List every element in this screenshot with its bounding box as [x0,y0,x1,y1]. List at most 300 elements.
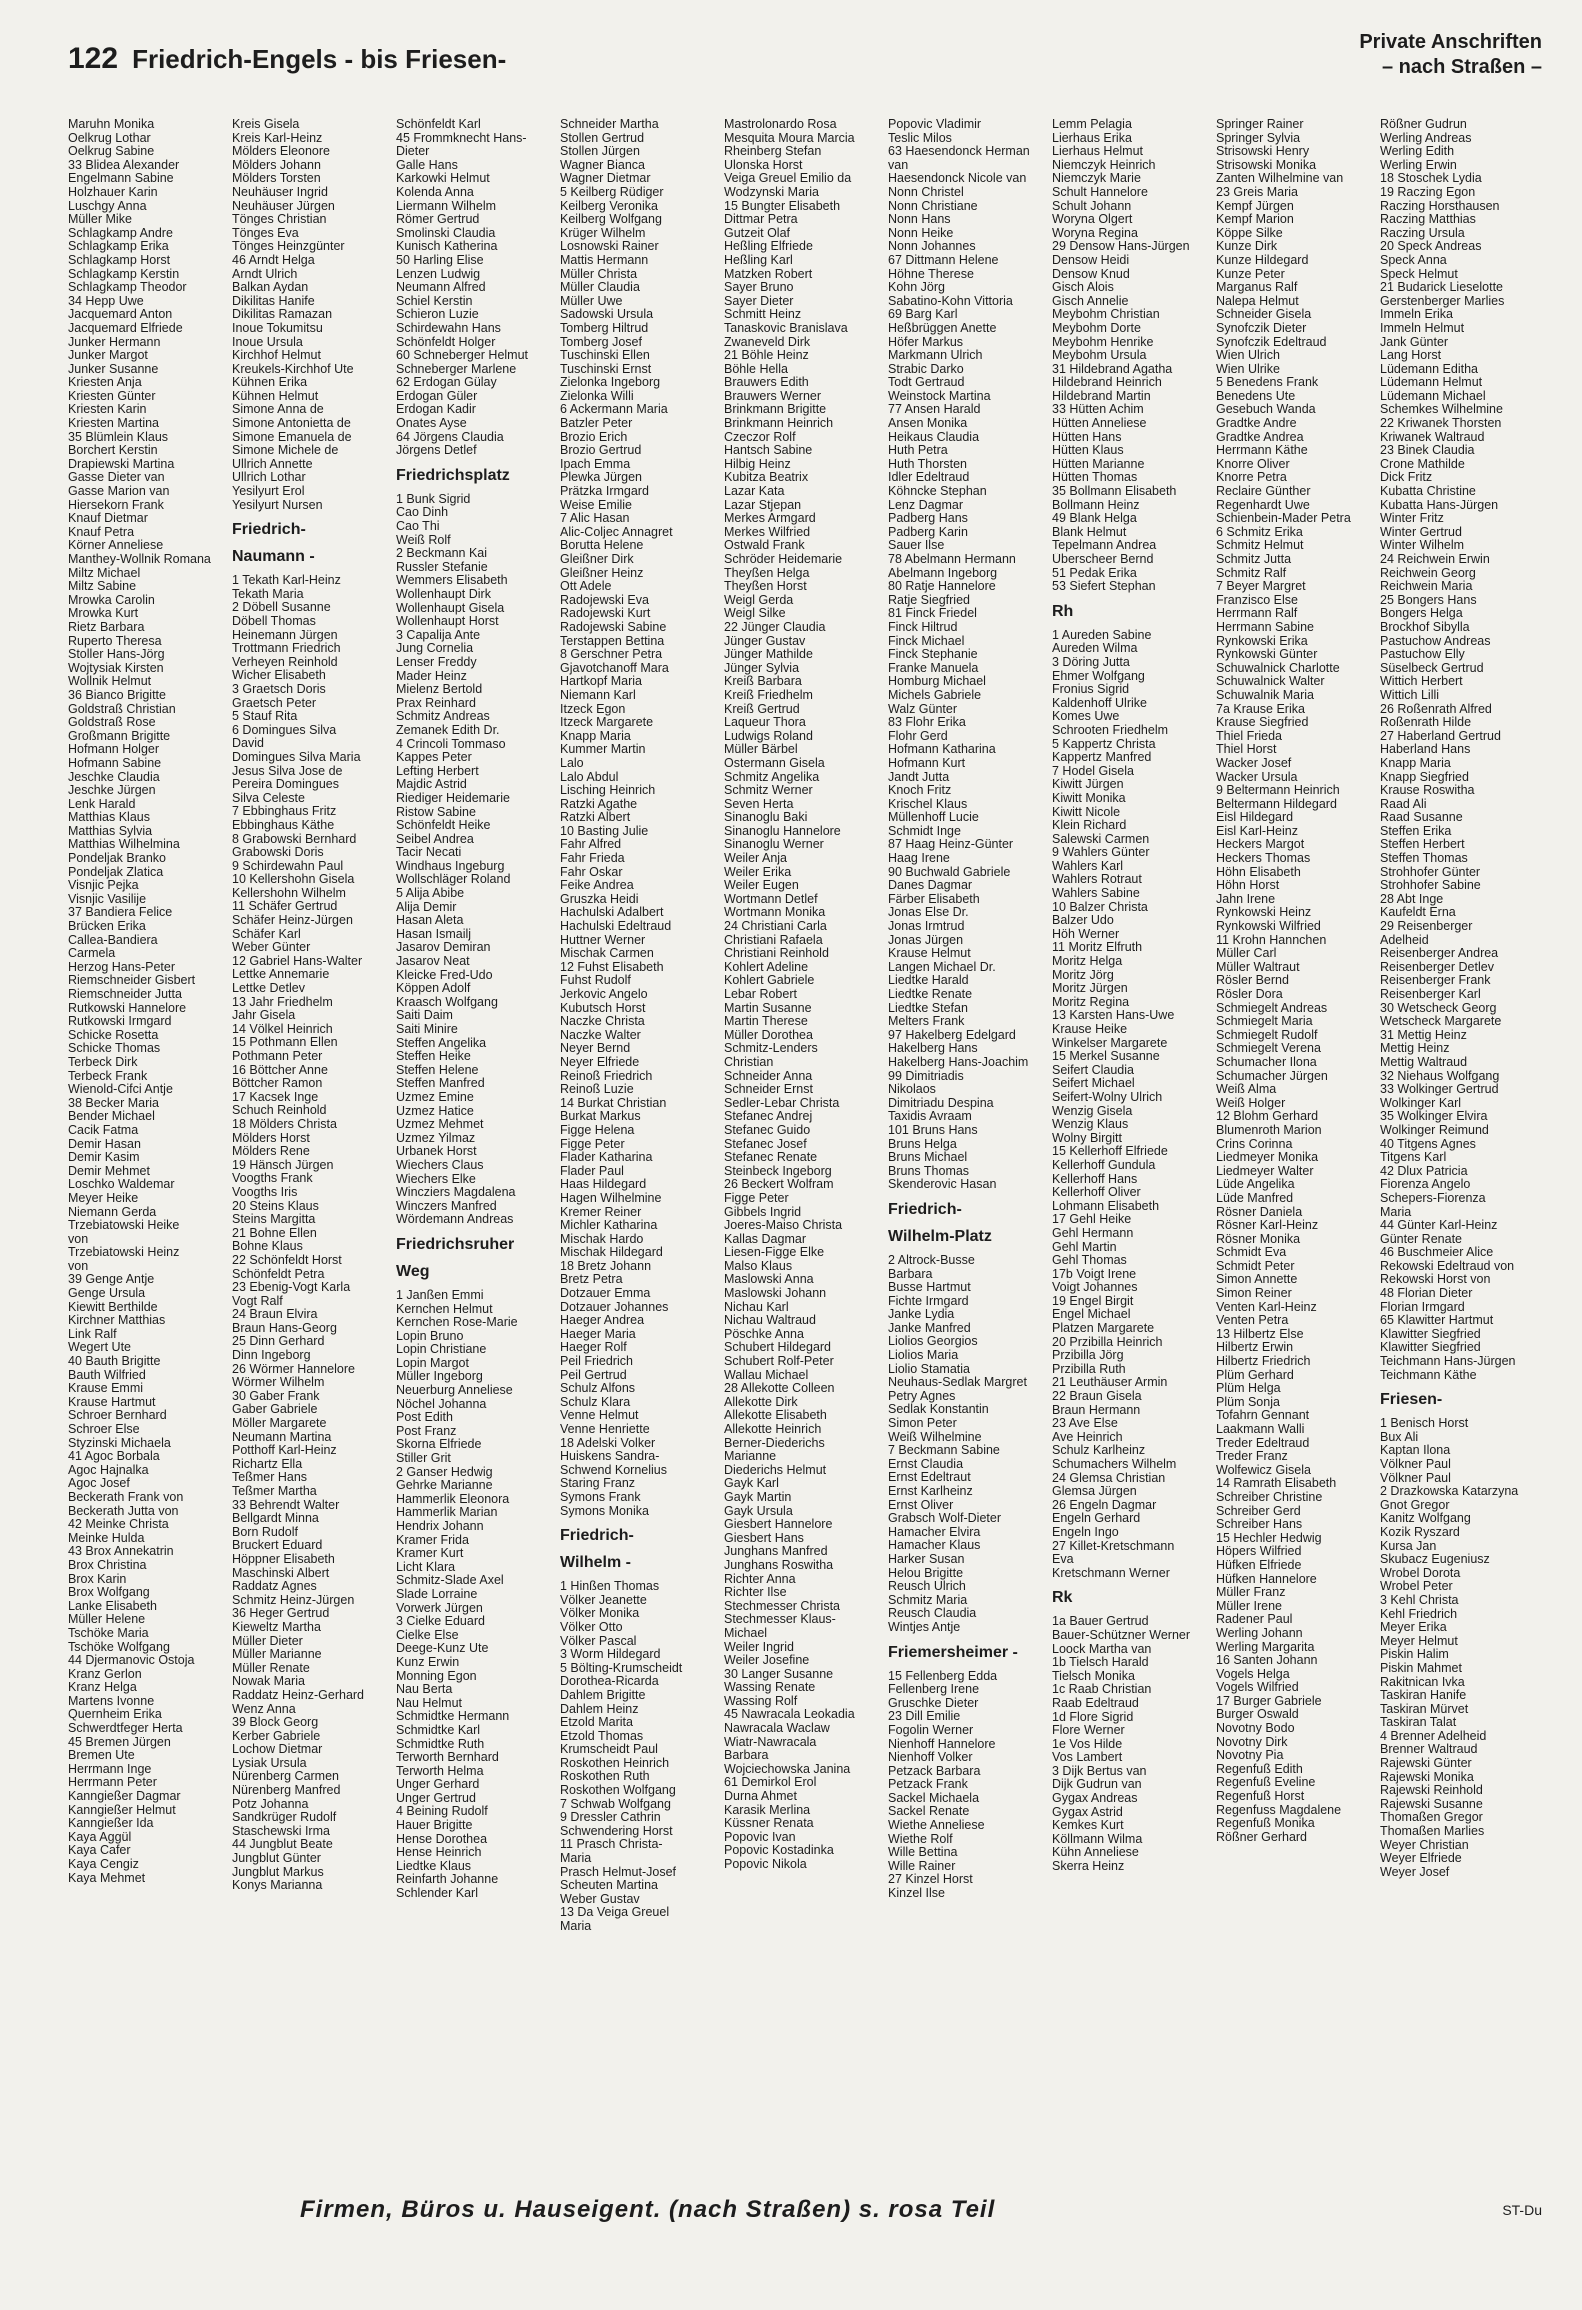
directory-entry: 5 Alija Abibe [396,887,465,901]
directory-entry: Gleißner Heinz [560,566,644,580]
directory-entry: Schreiber Christine [1216,1490,1323,1504]
directory-entry: Kolenda Anna [396,185,474,199]
directory-entry: 34 Hepp Uwe [68,294,144,308]
directory-entry: Glemsa Jürgen [1052,1485,1137,1499]
directory-entry: Junker Margot [68,349,148,363]
directory-entry: Huth Thorsten [888,457,967,471]
directory-entry: 87 Haag Heinz-Günter [888,838,1014,852]
directory-entry: Schneberger Marlene [396,362,517,376]
directory-entry: Rajewski Günter [1380,1757,1472,1771]
directory-entry: Miltz Michael [68,566,141,580]
directory-entry: Neuhaus-Sedlak Margret [888,1376,1027,1390]
directory-entry: Mischak Carmen [560,947,654,961]
directory-entry: Hütten Anneliese [1052,417,1147,431]
directory-entry: Schulz Karlheinz [1052,1444,1146,1458]
directory-entry: 13 Da Veiga Greuel [560,1906,670,1920]
directory-entry: Regenfuß Monika [1216,1817,1315,1831]
directory-entry: Mölders Torsten [232,172,321,186]
directory-entry: Styzinski Michaela [68,1436,171,1450]
directory-entry: Itzeck Margarete [560,716,654,730]
directory-entry: Fahr Oskar [560,865,623,879]
directory-entry: 9 Schirdewahn Paul [232,859,344,873]
directory-entry: Wagner Bianca [560,158,645,172]
directory-entry: Rösner Karl-Heinz [1216,1219,1319,1233]
directory-entry: Schröder Heidemarie [724,553,843,566]
directory-entry: Höhn Horst [1216,879,1280,893]
directory-entry: Petzack Barbara [888,1764,981,1778]
directory-entry: Wolkinger Karl [1380,1096,1462,1110]
directory-entry: 97 Hakelberg Edelgard [888,1028,1016,1042]
directory-entry: Brozio Gertrud [560,444,642,458]
directory-entry: 29 Reisenberger [1380,920,1473,934]
directory-entry: Lenzen Ludwig [396,267,481,281]
directory-entry: Burger Oswald [1216,1708,1299,1722]
directory-entry: Novotny Bodo [1216,1722,1295,1736]
directory-entry: Slade Lorraine [396,1587,478,1601]
directory-entry: von [68,1232,89,1246]
directory-entry: Bruns Thomas [888,1164,970,1178]
directory-entry: 39 Block Georg [232,1716,319,1730]
directory-entry: Radener Paul [1216,1613,1293,1627]
directory-entry: Novotny Pia [1216,1749,1284,1763]
directory-entry: Wienold-Cifci Antje [68,1083,173,1097]
directory-entry: Alic-Coljec Annagret [560,525,673,539]
directory-entry: 48 Florian Dieter [1380,1287,1473,1301]
directory-entry: Marianne [724,1450,777,1464]
directory-entry: Giesbert Hannelore [724,1518,833,1532]
directory-entry: Kreis Karl-Heinz [232,131,323,145]
directory-entry: Schulz Alfons [560,1382,636,1396]
directory-entry: Schuch Reinhold [232,1104,327,1118]
directory-entry: Majdic Astrid [396,778,467,792]
directory-entry: van [888,158,909,172]
directory-entry: Schneider Martha [560,118,659,131]
directory-entry: Wiechers Claus [396,1158,484,1172]
directory-entry: 14 Burkat Christian [560,1096,667,1110]
directory-entry: Kanitz Wolfgang [1380,1512,1471,1526]
directory-entry: Weiler Ingrid [724,1640,794,1654]
directory-entry: Hildebrand Martin [1052,389,1151,403]
directory-entry: 17 Gehl Heike [1052,1213,1132,1227]
directory-entry: Schönfeldt Karl [396,118,481,131]
directory-entry: Quernheim Erika [68,1708,162,1722]
directory-entry: Burkat Markus [560,1110,641,1124]
directory-entry: Ernst Edeltraut [888,1471,971,1485]
directory-entry: 2 Beckmann Kai [396,547,488,561]
directory-entry: Theyßen Horst [724,580,807,594]
directory-entry: Kozik Ryszard [1380,1525,1460,1539]
directory-entry: 1a Bauer Gertrud [1052,1615,1149,1629]
directory-entry: Salewski Carmen [1052,832,1150,846]
directory-column [68,118,232,2173]
directory-entry: Jasarov Neat [396,955,470,969]
directory-entry: Ostermann Gisela [724,756,825,770]
directory-entry: Hofmann Kurt [888,756,966,770]
directory-entry: Sinanoglu Baki [724,811,808,825]
directory-entry: Maria [1380,1205,1412,1219]
directory-entry: Nikolaos [888,1083,936,1097]
directory-entry: 33 Blidea Alexander [68,158,180,172]
directory-entry: Kiwitt Nicole [1052,805,1121,819]
street-heading: Weg [396,1262,430,1280]
directory-entry: Mettig Waltraud [1380,1055,1468,1069]
directory-entry: Hilbig Heinz [724,457,791,471]
street-heading: Friedrich- [560,1527,634,1545]
directory-entry: Kallas Dagmar [724,1232,806,1246]
directory-entry: Florian Irmgard [1380,1300,1465,1314]
directory-entry: Brauwers Edith [724,376,809,390]
directory-entry: Großmann Brigitte [68,729,171,743]
directory-entry: Möller Margarete [232,1417,327,1431]
directory-entry: 14 Völkel Heinrich [232,1022,333,1036]
directory-entry: Schirdewahn Hans [396,321,501,335]
directory-entry: Böhle Hella [724,362,788,376]
directory-entry: Stefanec Josef [724,1137,807,1151]
directory-entry: Thomaßen Marlies [1380,1825,1485,1839]
directory-entry: Simone Anna de [232,403,324,417]
directory-entry: Schmiegelt Andreas [1216,1001,1328,1015]
directory-entry: Roßenrath Hilde [1380,716,1472,730]
directory-entry: Martin Therese [724,1015,808,1029]
directory-entry: 15 Fellenberg Edda [888,1669,998,1683]
directory-entry: Knoch Fritz [888,784,952,798]
directory-entry: Reisenberger Frank [1380,974,1491,988]
directory-entry: Merkes Armgard [724,512,816,526]
directory-entry: Mielenz Bertold [396,683,483,697]
directory-entry: Seifert Claudia [1052,1063,1134,1077]
directory-entry: Pondeljak Zlatica [68,865,164,879]
directory-entry: Knapp Maria [1380,756,1451,770]
directory-entry: Schumacher Jürgen [1216,1069,1328,1083]
directory-entry: Böttcher Ramon [232,1077,323,1091]
directory-entry: Abelmann Ingeborg [888,566,998,580]
directory-entry: 11 Krohn Hannchen [1216,933,1327,947]
directory-entry: Lopin Christiane [396,1343,487,1357]
directory-entry: Treder Franz [1216,1450,1288,1464]
directory-entry: Küssner Renata [724,1817,814,1831]
directory-entry: Kunze Dirk [1216,240,1278,254]
directory-entry: 17b Voigt Irene [1052,1267,1137,1281]
directory-entry: Raczing Horsthausen [1380,199,1500,213]
directory-entry: 14 Ramrath Elisabeth [1216,1477,1337,1491]
directory-entry: Stefanec Renate [724,1151,818,1165]
directory-entry: Dahlem Heinz [560,1702,639,1716]
directory-entry: Vogt Ralf [232,1294,283,1308]
directory-entry: 13 Jahr Friedhelm [232,995,333,1009]
directory-entry: 5 Keilberg Rüdiger [560,185,664,199]
directory-entry: Müller Irene [1216,1599,1282,1613]
directory-entry: Trzebiatowski Heinz [68,1246,180,1260]
directory-entry: Kohn Jörg [888,281,945,295]
directory-entry: Völker Otto [560,1620,623,1634]
directory-entry: 35 Bollmann Elisabeth [1052,485,1177,499]
directory-entry: Potz Johanna [232,1797,309,1811]
directory-entry: Kaufeldt Erna [1380,906,1456,920]
directory-entry: Ristow Sabine [396,805,476,819]
directory-entry: Radojewski Kurt [560,607,651,621]
directory-entry: Danes Dagmar [888,879,973,893]
directory-entry: Jörgens Detlef [396,444,477,458]
directory-entry: Raddatz Heinz-Gerhard [232,1688,365,1702]
directory-entry: Post Franz [396,1424,457,1438]
directory-entry: Ansen Monika [888,417,968,431]
directory-entry: 90 Buchwald Gabriele [888,865,1011,879]
directory-entry: Riemschneider Gisbert [68,974,196,988]
directory-entry: Prax Reinhard [396,696,476,710]
directory-entry: Goldstraß Rose [68,716,156,730]
directory-entry: Winter Fritz [1380,512,1444,526]
directory-entry: Steffen Angelika [396,1036,487,1050]
directory-entry: Diederichs Helmut [724,1463,827,1477]
directory-entry: 31 Hildebrand Agatha [1052,362,1173,376]
directory-entry: Cielke Else [396,1628,459,1642]
directory-entry: Maschinski Albert [232,1566,330,1580]
directory-entry: Grabsch Wolf-Dieter [888,1512,1001,1526]
directory-entry: Dikilitas Hanife [232,294,315,308]
directory-entry: Sabatino-Kohn Vittoria [888,294,1013,308]
directory-entry: 40 Bauth Brigitte [68,1355,161,1369]
directory-entry: 1b Tielsch Harald [1052,1656,1149,1670]
directory-entry: Heßling Elfriede [724,240,813,254]
directory-entry: 20 Speck Andreas [1380,240,1482,254]
street-heading: Friedrich- [888,1200,962,1218]
directory-entry: Gisch Annelie [1052,294,1129,308]
directory-entry: Terstappen Bettina [560,634,665,648]
directory-entry: Visnjic Vasilije [68,892,147,906]
directory-entry: Stollen Gertrud [560,131,645,145]
directory-entry: Liedmeyer Walter [1216,1164,1314,1178]
directory-entry: Platzen Margarete [1052,1322,1155,1336]
directory-entry: Hofmann Holger [68,743,160,757]
directory-entry: Jünger Sylvia [724,661,800,675]
directory-entry: Huth Petra [888,444,948,458]
directory-entry: Höfer Markus [888,335,964,349]
directory-entry: 17 Kacsek Inge [232,1090,319,1104]
directory-entry: Kühnen Helmut [232,389,319,403]
directory-entry: Herrmann Käthe [1216,444,1308,458]
directory-entry: Densow Knud [1052,267,1130,281]
directory-entry: Jandt Jutta [888,770,950,784]
directory-entry: 18 Mölders Christa [232,1117,337,1131]
directory-entry: Konys Marianna [232,1879,323,1893]
directory-entry: Crins Corinna [1216,1137,1293,1151]
directory-entry: Regenhardt Uwe [1216,498,1310,512]
directory-entry: Kummer Martin [560,743,646,757]
directory-entry: Weyer Christian [1380,1838,1469,1852]
directory-entry: Jasarov Demiran [396,941,491,955]
directory-entry: Reusch Ulrich [888,1580,966,1594]
directory-entry: Komes Uwe [1052,710,1120,724]
directory-entry: Müller Renate [232,1661,310,1675]
directory-entry: Teichmann Hans-Jürgen [1380,1355,1516,1369]
directory-entry: Steffen Herbert [1380,838,1465,852]
directory-entry: Blank Helmut [1052,525,1127,539]
directory-entry: Knapp Siegfried [1380,770,1469,784]
directory-entry: Berner-Diederichs [724,1436,825,1450]
directory-entry: Lemm Pelagia [1052,118,1132,131]
directory-entry: Schuwalnick Charlotte [1216,661,1340,675]
directory-entry: 7 Beckmann Sabine [888,1444,1000,1458]
directory-entry: Wojciechowska Janina [724,1762,851,1776]
directory-entry: Gehl Martin [1052,1240,1117,1254]
directory-entry: Wortmann Detlef [724,892,818,906]
directory-entry: Voogths Iris [232,1185,298,1199]
directory-entry: Kubatta Christine [1380,485,1476,499]
directory-entry: Hütten Marianne [1052,457,1145,471]
directory-entry: Strabic Darko [888,362,964,376]
directory-entry: Hiersekorn Frank [68,498,164,512]
directory-column [396,118,560,2173]
directory-entry: 4 Brenner Adelheid [1380,1729,1487,1743]
directory-entry: Callea-Bandiera [68,933,158,947]
directory-entry: Hüfken Elfriede [1216,1558,1302,1572]
directory-entry: Hamacher Klaus [888,1539,981,1553]
directory-entry: 49 Blank Helga [1052,512,1137,526]
directory-entry: Brockhof Sibylla [1380,620,1470,634]
directory-entry: Neyer Elfriede [560,1055,640,1069]
directory-entry: Kerber Gabriele [232,1729,321,1743]
directory-entry: 65 Klawitter Hartmut [1380,1314,1494,1328]
directory-entry: Wortmann Monika [724,906,826,920]
directory-entry: Plewka Jürgen [560,471,642,485]
directory-entry: Rekowski Edeltraud von [1380,1259,1515,1273]
directory-entry: Weber Gustav [560,1892,640,1906]
directory-entry: Schmiegelt Verena [1216,1042,1321,1056]
directory-entry: Sauer Ilse [888,539,945,553]
directory-entry: Kellerhoff Gundula [1052,1158,1156,1172]
directory-entry: Flader Paul [560,1164,624,1178]
directory-entry: Dieter [396,145,430,159]
directory-entry: 6 Domingues Silva [232,723,337,737]
directory-entry: Beckerath Jutta von [68,1504,179,1518]
directory-entry: Bruckert Eduard [232,1539,323,1553]
directory-entry: Skubacz Eugeniusz [1380,1553,1490,1567]
directory-entry: Janke Lydia [888,1308,955,1322]
directory-entry: 44 Jungblut Beate [232,1838,333,1852]
directory-entry: Krumscheidt Paul [560,1743,658,1757]
directory-entry: Schepers-Fiorenza [1380,1191,1486,1205]
directory-entry: Schlender Karl [396,1887,478,1901]
directory-entry: Winter Wilhelm [1380,539,1465,553]
directory-entry: Terbeck Dirk [68,1055,138,1069]
directory-entry: Mrowka Carolin [68,593,155,607]
directory-entry: Kanngießer Helmut [68,1803,176,1817]
directory-entry: Regenfuß Edith [1216,1762,1303,1776]
directory-entry: Scheuten Martina [560,1879,658,1893]
directory-entry: Wallau Michael [724,1368,809,1382]
directory-entry: Hakelberg Hans [888,1042,978,1056]
directory-entry: Steffen Manfred [396,1077,485,1091]
directory-entry: Braun Hans-Georg [232,1321,337,1335]
directory-entry: Gygax Andreas [1052,1792,1138,1806]
directory-entry: Tomberg Hiltrud [560,321,649,335]
directory-entry: Sadowski Ursula [560,308,654,322]
directory-entry: Ipach Emma [560,457,631,471]
directory-entry: Cacik Fatma [68,1123,139,1137]
directory-entry: Liedtke Harald [888,974,969,988]
directory-entry: Lüde Manfred [1216,1191,1294,1205]
directory-entry: Regenfuss Magdalene [1216,1803,1342,1817]
directory-entry: Helou Brigitte [888,1566,964,1580]
directory-entry: 60 Schneberger Helmut [396,349,529,363]
directory-entry: 24 Reichwein Erwin [1380,553,1490,566]
directory-entry: Hachulski Adalbert [560,906,664,920]
directory-entry: Blumenroth Marion [1216,1123,1322,1137]
directory-entry: Kursa Jan [1380,1539,1437,1553]
directory-entry: Neumann Martina [232,1430,332,1444]
directory-entry: Weyer Josef [1380,1865,1450,1879]
directory-entry: Haeger Rolf [560,1341,627,1355]
directory-entry: Nau Helmut [396,1696,462,1710]
directory-entry: Wahlers Sabine [1052,887,1140,901]
directory-entry: Maruhn Monika [68,118,155,131]
directory-entry: Jank Günter [1380,335,1449,349]
footer-code: ST-Du [1502,2202,1542,2218]
directory-entry: 35 Wolkinger Elvira [1380,1110,1488,1124]
directory-entry: Richter Anna [724,1572,796,1586]
directory-entry: Köppe Silke [1216,226,1283,240]
directory-entry: Venten Karl-Heinz [1216,1300,1317,1314]
directory-entry: Finck Hiltrud [888,620,958,634]
directory-entry: Fiorenza Angelo [1380,1178,1471,1192]
directory-entry: Dotzauer Emma [560,1287,651,1301]
directory-entry: 46 Buschmeier Alice [1380,1246,1494,1260]
directory-entry: Reichwein Georg [1380,566,1476,580]
directory-entry: Schwend Kornelius [560,1463,668,1477]
directory-entry: Moritz Helga [1052,955,1123,969]
directory-entry: Fellenberg Irene [888,1683,980,1697]
directory-entry: Wagner Dietmar [560,172,651,186]
directory-entry: Rajewski Monika [1380,1770,1474,1784]
directory-entry: Genge Ursula [68,1287,146,1301]
directory-entry: Rajewski Reinhold [1380,1784,1483,1798]
directory-entry: Gradtke Andre [1216,417,1297,431]
directory-entry: Färber Elisabeth [888,892,980,906]
directory-entry: Tepelmann Andrea [1052,539,1157,553]
directory-entry: Simone Antonietta de [232,417,351,431]
directory-entry: Liesen-Figge Elke [724,1246,825,1260]
directory-entry: Figge Peter [724,1191,789,1205]
directory-entry: Langen Michael Dr. [888,960,996,974]
directory-entry: 1 Tekath Karl-Heinz [232,574,341,588]
page-header [68,42,506,76]
directory-entry: 77 Ansen Harald [888,403,981,417]
directory-entry: Voogths Frank [232,1172,313,1186]
directory-entry: Kranz Gerlon [68,1667,142,1681]
directory-entry: Herzog Hans-Peter [68,960,175,974]
directory-entry: Überscheer Bernd [1052,553,1154,566]
directory-entry: Maria [560,1920,592,1933]
directory-entry: Terbeck Frank [68,1069,148,1083]
directory-entry: Strisowski Henry [1216,145,1310,159]
directory-entry: Neuhäuser Jürgen [232,199,335,213]
directory-entry: Süselbeck Gertrud [1380,661,1484,675]
directory-entry: Heinemann Jürgen [232,628,338,642]
directory-entry: Schmidtke Karl [396,1723,481,1737]
directory-entry: Etzold Thomas [560,1729,644,1743]
directory-entry: Gayk Karl [724,1477,779,1491]
directory-entry: Kriwanek Waltraud [1380,430,1485,444]
directory-entry: Reinoß Luzie [560,1083,634,1097]
directory-entry: Kunze Peter [1216,267,1285,281]
street-heading: Friedrichsruher [396,1235,515,1253]
directory-entry: Schlagkamp Horst [68,253,171,267]
directory-entry: Speck Helmut [1380,267,1458,281]
directory-entry: Taskiran Hanife [1380,1689,1467,1703]
directory-entry: 101 Bruns Hans [888,1123,978,1137]
directory-entry: Stollen Jürgen [560,145,640,159]
directory-entry: 5 Kappertz Christa [1052,737,1156,751]
